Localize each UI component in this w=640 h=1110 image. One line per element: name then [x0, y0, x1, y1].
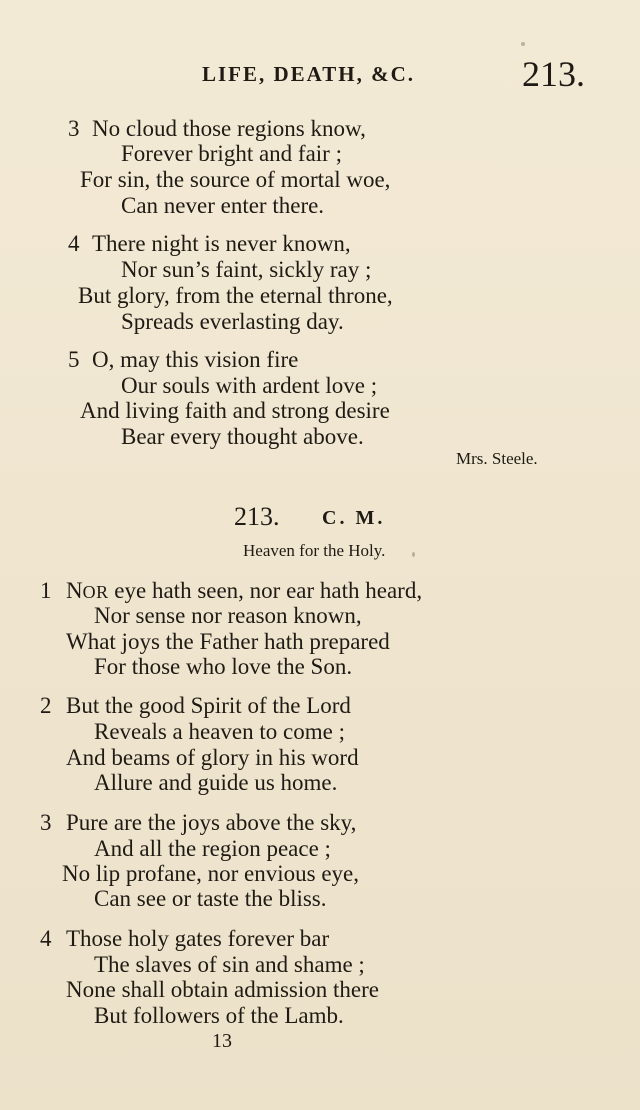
verse-line: Those holy gates forever bar — [66, 926, 330, 951]
stanza-number: 2 — [40, 693, 52, 718]
verse-line: Can never enter there. — [121, 193, 325, 218]
hymn-title: Heaven for the Holy. — [243, 541, 386, 560]
first-line-rest: eye hath seen, nor ear hath heard, — [108, 578, 423, 603]
verse-line: Forever bright and fair ; — [121, 141, 342, 166]
verse-line: And beams of glory in his word — [66, 745, 359, 770]
verse-line: For sin, the source of mortal woe, — [80, 167, 391, 192]
verse-line: Nor sense nor reason known, — [94, 603, 362, 628]
verse-line: But the good Spirit of the Lord — [66, 693, 351, 718]
verse-line: Can see or taste the bliss. — [94, 886, 327, 911]
small-caps-word: OR — [82, 582, 109, 602]
stanza-number: 4 — [68, 231, 80, 256]
verse-line: Nor sun’s faint, sickly ray ; — [121, 257, 372, 282]
verse-line: None shall obtain admission there — [66, 977, 379, 1002]
hymn-meter: C. M. — [322, 507, 386, 529]
verse-line: But followers of the Lamb. — [94, 1003, 344, 1028]
verse-line: Pure are the joys above the sky, — [66, 810, 357, 835]
drop-cap: N — [66, 578, 83, 603]
verse-line: Reveals a heaven to come ; — [94, 719, 345, 744]
verse-line: And all the region peace ; — [94, 836, 331, 861]
verse-line: No cloud those regions know, — [92, 116, 366, 141]
verse-line: Allure and guide us home. — [94, 770, 338, 795]
verse-line-first — [66, 578, 422, 605]
verse-line: And living faith and strong desire — [80, 398, 390, 423]
verse-line: For those who love the Son. — [94, 654, 353, 679]
verse-line: Bear every thought above. — [121, 424, 364, 449]
stanza-number: 5 — [68, 347, 80, 372]
verse-line: But glory, from the eternal throne, — [78, 283, 393, 308]
stanza-number: 3 — [40, 810, 52, 835]
stanza-number: 1 — [40, 578, 52, 603]
verse-line: The slaves of sin and shame ; — [94, 952, 365, 977]
hymn-number: 213. — [234, 502, 280, 531]
running-title: LIFE, DEATH, &C. — [202, 62, 416, 86]
stanza-number: 4 — [40, 926, 52, 951]
page-number: 213. — [522, 54, 585, 94]
paper-speck — [412, 552, 415, 557]
paper-speck — [521, 42, 525, 46]
verse-line: There night is never known, — [92, 231, 351, 256]
verse-line: Spreads everlasting day. — [121, 309, 344, 334]
verse-line: No lip profane, nor envious eye, — [62, 861, 360, 886]
signature-mark: 13 — [212, 1030, 232, 1052]
attribution: Mrs. Steele. — [456, 449, 538, 468]
stanza-number: 3 — [68, 116, 80, 141]
verse-line: Our souls with ardent love ; — [121, 373, 378, 398]
verse-line: What joys the Father hath prepared — [66, 629, 390, 654]
verse-line: O, may this vision fire — [92, 347, 299, 372]
